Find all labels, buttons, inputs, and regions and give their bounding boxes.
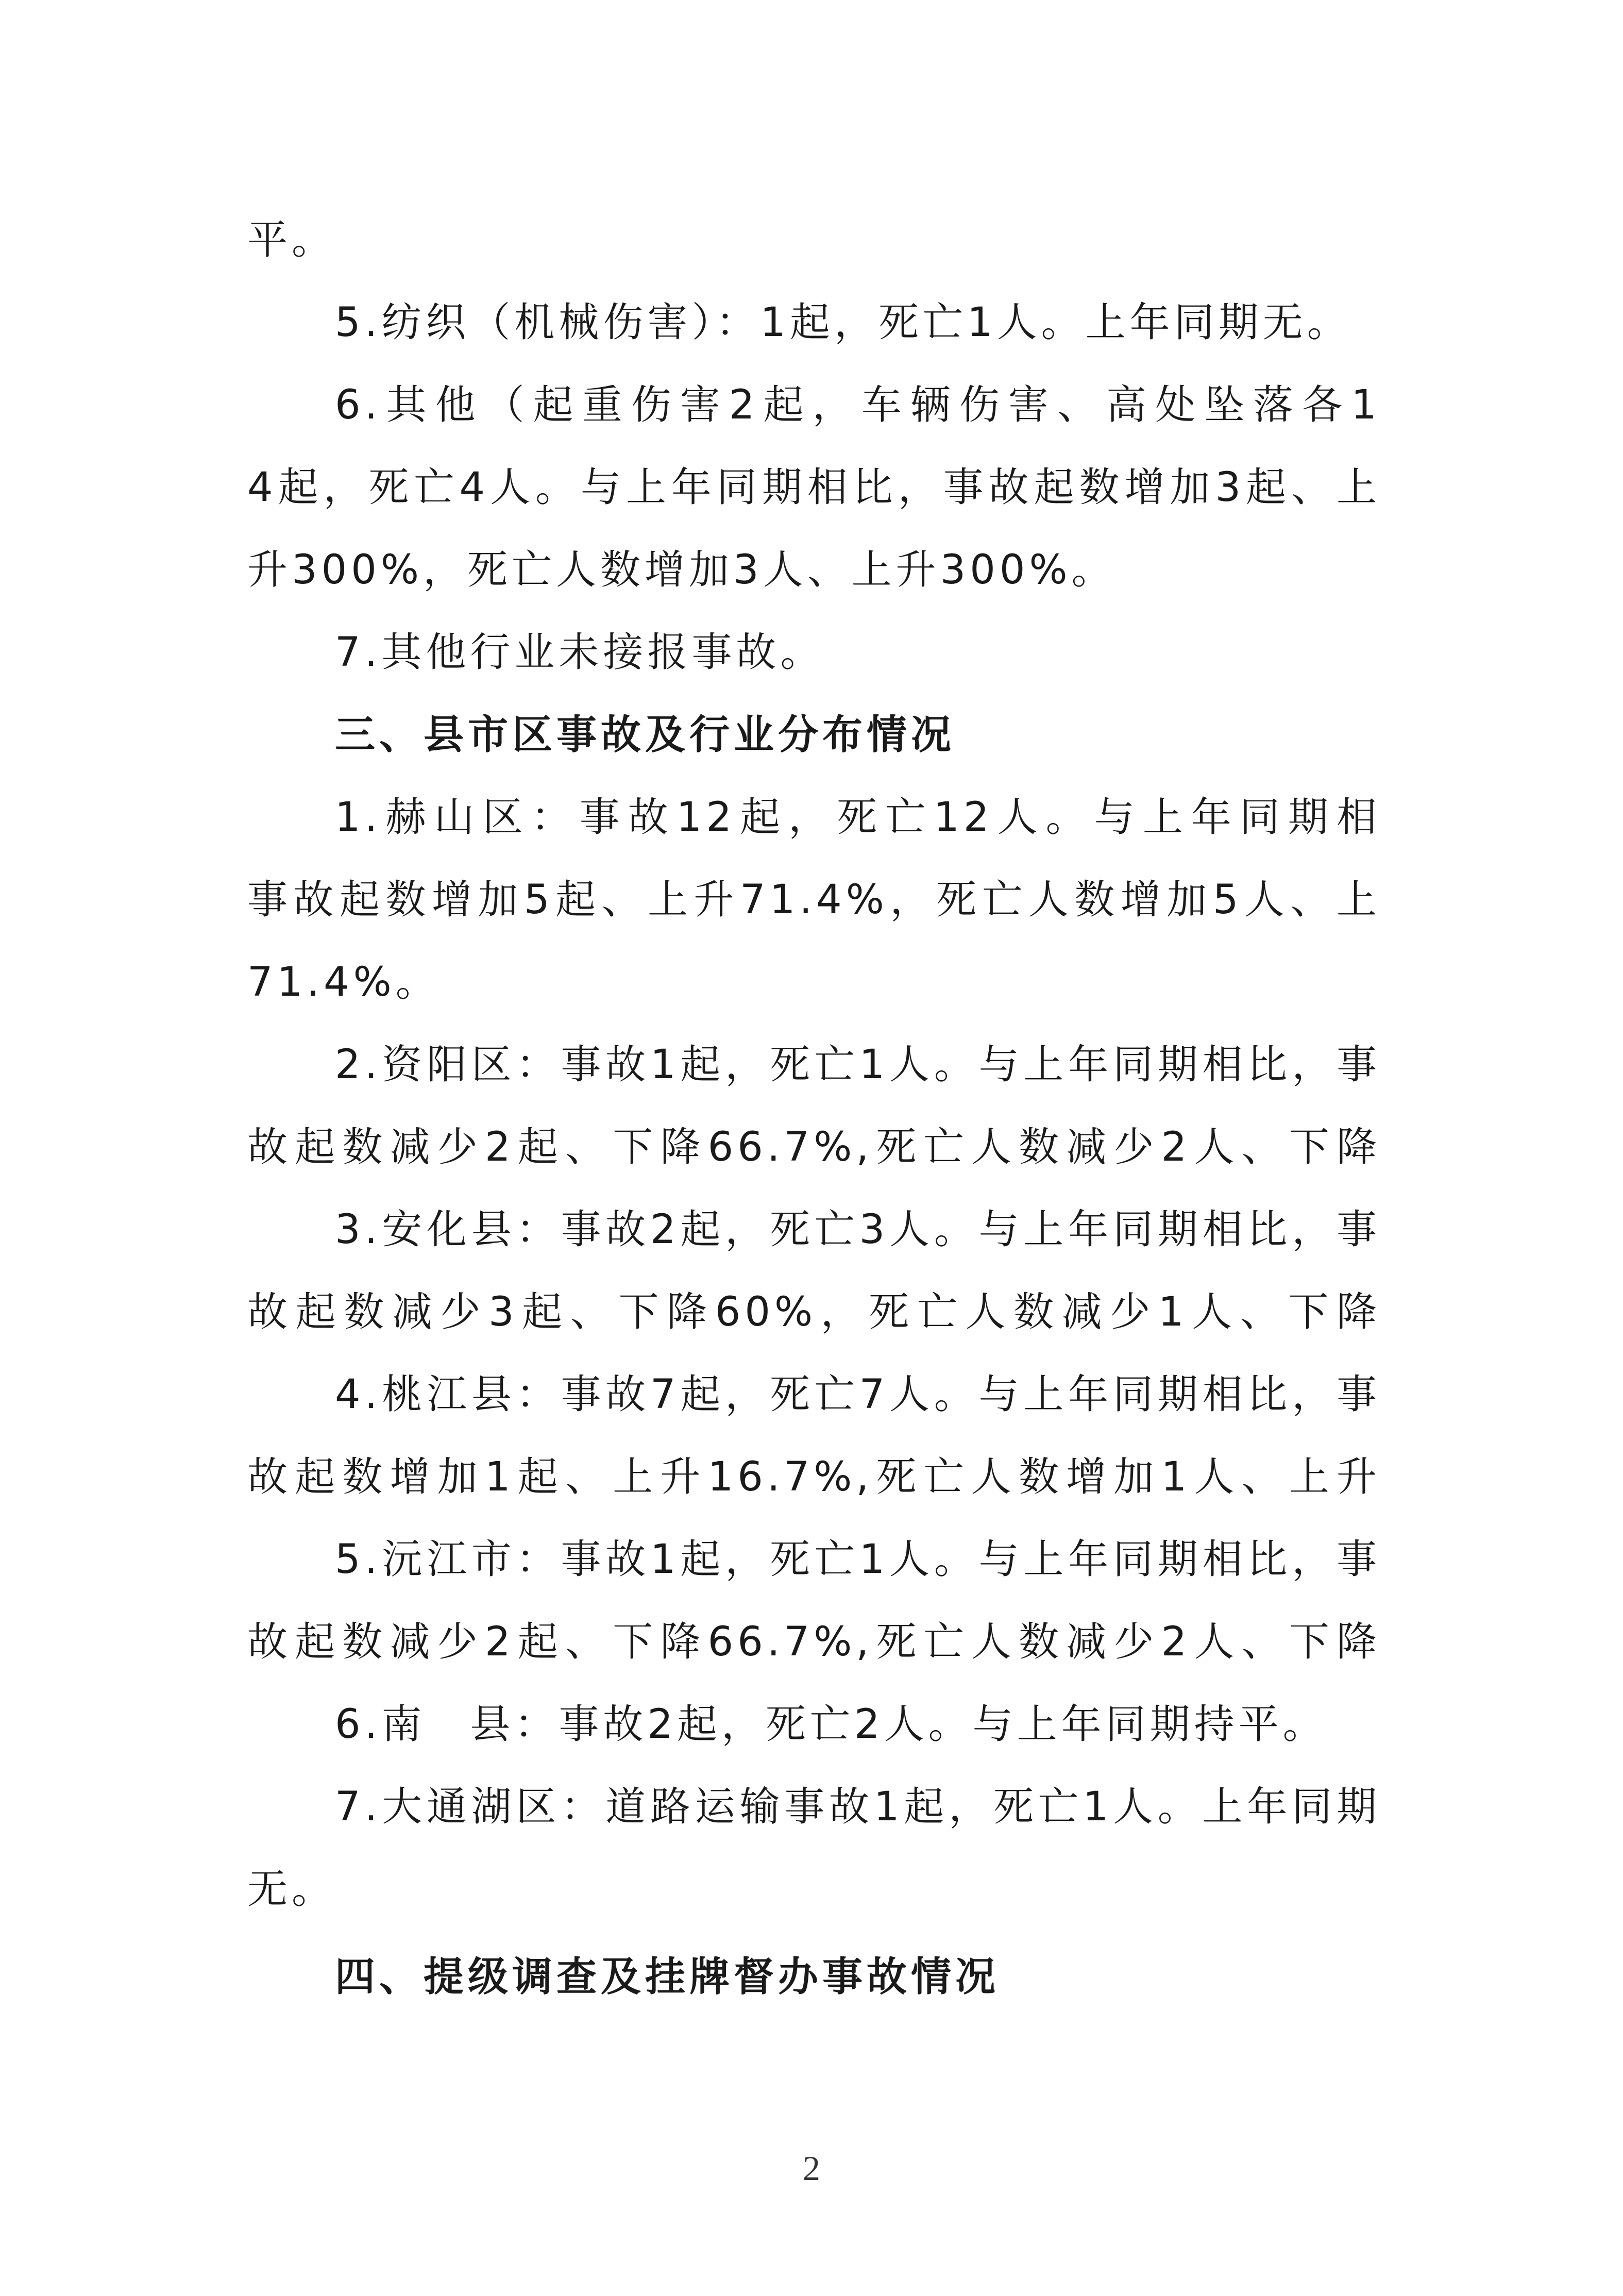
text-line-other-industry: 6.其他（起重伤害2起，车辆伤害、高处坠落各1 [335,382,1381,428]
text-line-heshan-cont-2: 71.4%。 [247,959,440,1005]
text-line-yuanjiang: 5.沅江市：事故1起，死亡1人。与上年同期相比，事 [335,1536,1381,1583]
text-line-other-industry-cont-1: 4起，死亡4人。与上年同期相比，事故起数增加3起、上 [247,464,1381,511]
text-line-textile: 5.纺织（机械伤害）：1起，死亡1人。上年同期无。 [335,299,1351,346]
text-line-nanxian: 6.南 县：事故2起，死亡2人。与上年同期持平。 [335,1701,1327,1748]
text-line-datonghu-cont: 无。 [247,1866,336,1913]
text-line-heshan: 1.赫山区：事故12起，死亡12人。与上年同期相 [335,794,1381,841]
text-line-heshan-cont-1: 事故起数增加5起、上升71.4%，死亡人数增加5人、上 [247,877,1381,923]
text-line-taojiang: 4.桃江县：事故7起，死亡7人。与上年同期相比，事 [335,1371,1381,1418]
text-line-other-industry-cont-2: 升300%，死亡人数增加3人、上升300%。 [247,547,1116,593]
document-body [247,199,1381,2018]
text-line-anhua: 3.安化县：事故2起，死亡3人。与上年同期相比，事 [335,1206,1381,1253]
section-heading-investigation: 四、提级调查及挂牌督办事故情况 [335,1954,1000,2000]
page-number: 2 [803,2149,820,2188]
section-heading-county-distribution: 三、县市区事故及行业分布情况 [335,712,956,758]
text-line-yuanjiang-cont: 故起数减少2起、下降66.7%,死亡人数减少2人、下降 [247,1619,1381,1665]
text-line-other-industries-none: 7.其他行业未接报事故。 [335,629,825,676]
text-line-continuation: 平。 [247,217,336,263]
text-line-anhua-cont: 故起数减少3起、下降60%，死亡人数减少1人、下降 [247,1289,1381,1335]
text-line-ziyang-cont: 故起数减少2起、下降66.7%,死亡人数减少2人、下降 [247,1124,1381,1170]
text-line-taojiang-cont: 故起数增加1起、上升16.7%,死亡人数增加1人、上升 [247,1454,1381,1500]
text-line-datonghu: 7.大通湖区：道路运输事故1起，死亡1人。上年同期 [335,1784,1381,1830]
text-line-ziyang: 2.资阳区：事故1起，死亡1人。与上年同期相比，事 [335,1042,1381,1088]
